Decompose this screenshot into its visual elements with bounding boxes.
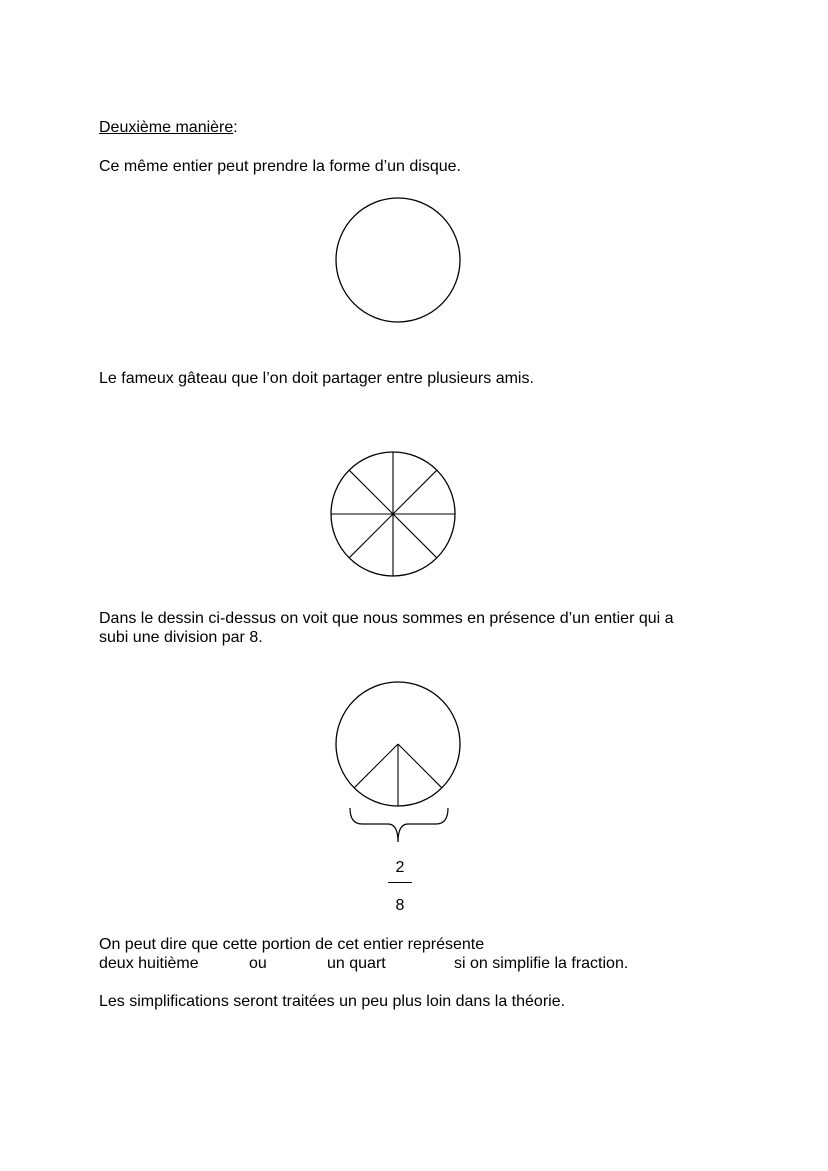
curly-brace [350, 808, 448, 842]
two-eighths-disk-figure [330, 676, 466, 856]
paragraph-portion-line-2 [99, 954, 719, 973]
section-heading-colon: : [233, 119, 238, 136]
portion-simplify-text: si on simplifie la fraction. [454, 955, 629, 972]
whole-disk-circle [336, 198, 460, 322]
paragraph-disk-intro: Ce même entier peut prendre la forme d’un disque. [99, 158, 461, 175]
whole-disk-figure [330, 192, 466, 328]
two-eighths-radius-right [398, 744, 442, 788]
paragraph-division-line-1: Dans le dessin ci-dessus on voit que nous sommes en présence d’un entier qui a [99, 610, 674, 627]
divided-disk-figure [325, 447, 461, 583]
paragraph-simplification: Les simplifications seront traitées un peu plus loin dans la théorie. [99, 993, 566, 1010]
fraction-bar [388, 882, 412, 883]
portion-two-eighths-text: deux huitième [99, 955, 199, 972]
paragraph-portion-line-1: On peut dire que cette portion de cet entier représente [99, 936, 485, 953]
fraction-numerator: 2 [395, 859, 405, 876]
paragraph-cake: Le fameux gâteau que l’on doit partager entre plusieurs amis. [99, 370, 534, 387]
section-heading [99, 118, 238, 137]
two-eighths-radius-left [354, 744, 398, 788]
paragraph-division-line-2: subi une division par 8. [99, 629, 263, 646]
portion-quarter-text: un quart [327, 955, 386, 972]
portion-or-text: ou [249, 955, 267, 972]
fraction-denominator: 8 [395, 897, 405, 914]
section-heading-title: Deuxième manière [99, 119, 234, 136]
